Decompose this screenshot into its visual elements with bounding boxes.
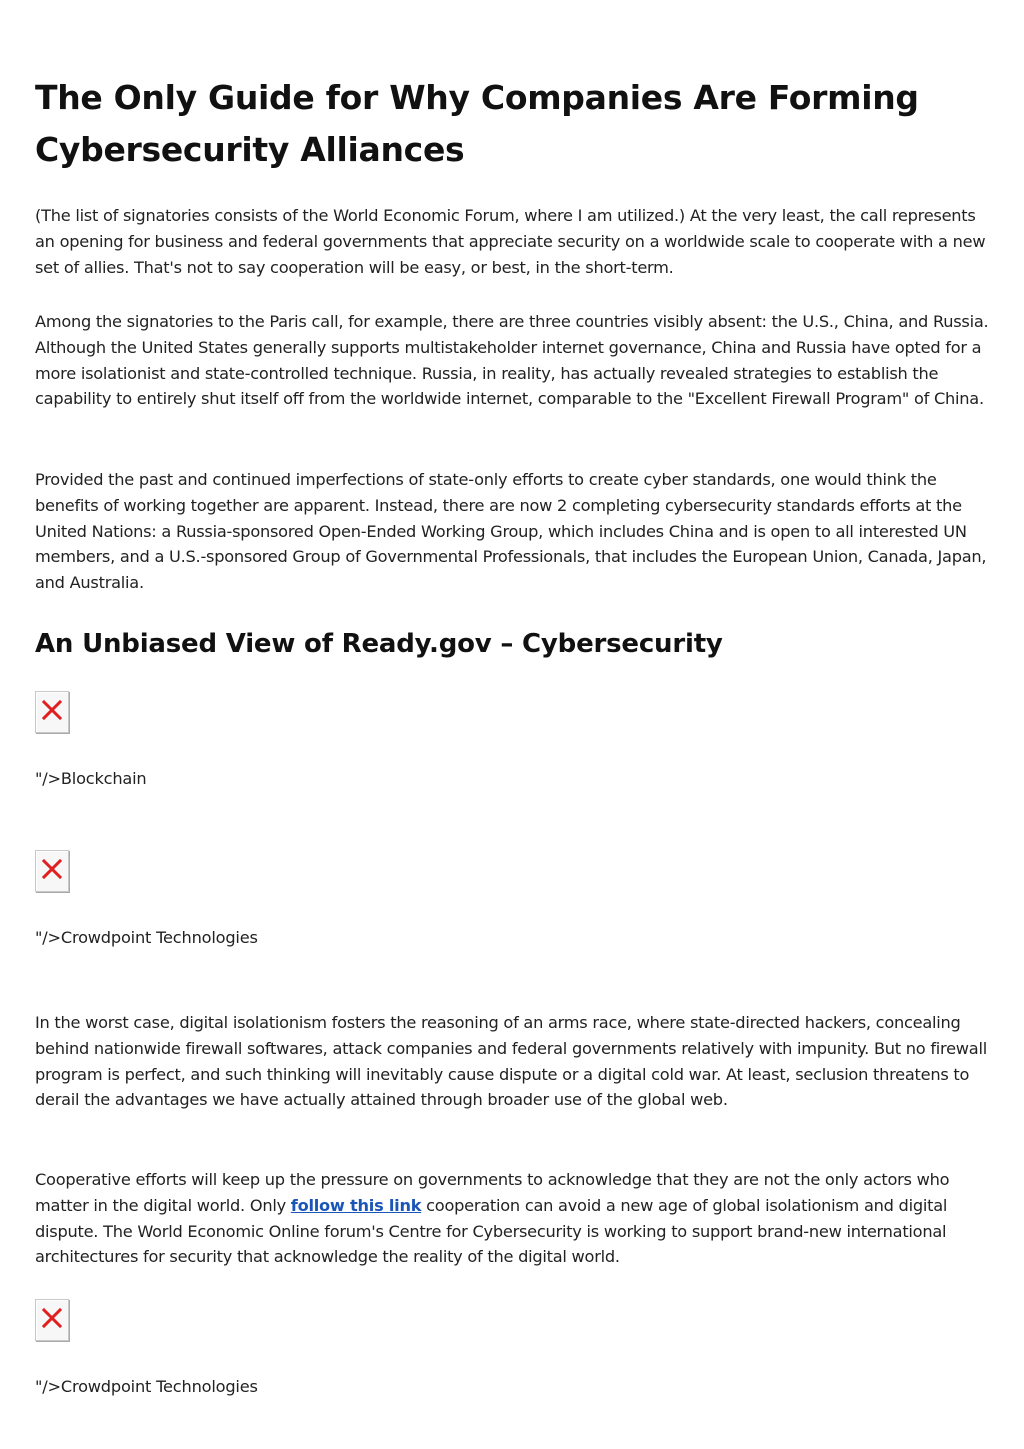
- paragraph-4: In the worst case, digital isolationism fosters the reasoning of an arms race, where state-directed hackers, concealing behind nationwide firewall softwares, attack companies and federal governments relatively with impunity. But no firewall program is perfect, and such thinking will inevitably cause dispute or a digital cold war. At least, seclusion threatens to derail the advantages we have actually attained through broader use of the global web.: [35, 1013, 987, 1110]
- paragraph-5-start: Cooperative efforts will keep up the pressure on governments to acknowledge that they are not the only actors who matter in the digital world. Only: [35, 1170, 950, 1215]
- paragraph-1: (The list of signatories consists of the World Economic Forum, where I am utilized.) At the very least, the call represents an opening for business and federal governments that appreciate security on a worldwide scale to cooperate with a new set of allies. That's not to say cooperation will be easy, or best, in the short-term.: [35, 206, 986, 277]
- broken-image-x-icon: [41, 858, 63, 880]
- paragraph-3: Provided the past and continued imperfections of state-only efforts to create cyber standards, one would think the benefits of working together are apparent. Instead, there are now 2 completing cybersecurity standards efforts at the United Nations: a Russia-sponsored Open-Ended Working Group, which includes China and is open to all interested UN members, and a U.S.-sponsored Group of Governmental Professionals, that includes the European Union, Canada, Japan, and Australia.: [35, 470, 987, 593]
- follow-link[interactable]: follow this link: [290, 1195, 422, 1215]
- paragraph-2: Among the signatories to the Paris call, for example, there are three countries visibly absent: the U.S., China, and Russia. Although the United States generally supports multistakeholder internet governance, China and Russia have opted for a more isolationist and state-controlled technique. Russia, in reality, has actually revealed strategies to establish the capability to entirely shut itself off from the worldwide internet, comparable to the "Excellent Firewall Program" of China.: [35, 312, 989, 409]
- image-caption-1: "/>Blockchain: [35, 769, 147, 788]
- page-title: The Only Guide for Why Companies Are Forming Cybersecurity Alliances: [35, 78, 919, 169]
- broken-image-x-icon: [41, 1307, 63, 1329]
- image-caption-3: "/>Crowdpoint Technologies: [35, 1377, 258, 1396]
- image-caption-2: "/>Crowdpoint Technologies: [35, 928, 258, 947]
- broken-image-icon: [35, 850, 69, 892]
- broken-image-icon: [35, 1299, 69, 1341]
- paragraph-5: [35, 1167, 995, 1270]
- broken-image-x-icon: [41, 699, 63, 721]
- broken-image-icon: [35, 691, 69, 733]
- paragraph-5-end: cooperation can avoid a new age of global isolationism and digital dispute. The World Economic Online forum's Centre for Cybersecurity is working to support brand-new international architectures for security that acknowledge the reality of the digital world.: [35, 1195, 948, 1267]
- section-heading: An Unbiased View of Ready.gov – Cybersecurity: [35, 629, 723, 659]
